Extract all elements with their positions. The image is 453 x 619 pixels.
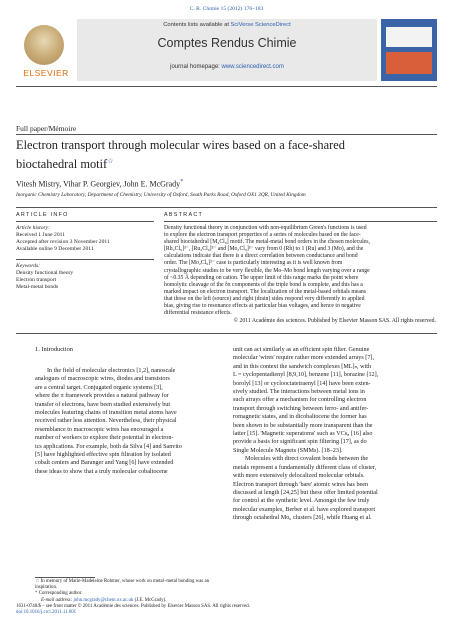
footnote-rule xyxy=(35,577,95,578)
elsevier-logo[interactable] xyxy=(16,19,73,81)
divider xyxy=(16,134,437,135)
doi-link[interactable]: doi:10.1016/j.crci.2011.11.001 xyxy=(16,610,77,616)
page-footer xyxy=(16,604,446,616)
affiliation: Inorganic Chemistry Laboratory, Department of Chemistry, University of Oxford, South Parks Road, Oxford OX1 3QR, United Kingdom xyxy=(16,192,306,198)
divider xyxy=(16,207,437,208)
article-info-header: ARTICLE INFO xyxy=(16,212,69,218)
history-accepted: Accepted after revision 3 November 2011 xyxy=(16,239,110,246)
abstract-text: Density functional theory in conjunction with non-equilibrium Green's functions is used to explore the electron transport properties of a series of molecules based on the face- shared bioctahedral [M₂Cl₉] motif. The metal-metal bond orders in the chosen molecules, [Rh₂Cl₉]³⁻, [Ru₂Cl₉]³⁻ and [Mo₂Cl₉]³⁻ vary from 0 (Rh) to 1 (Ru) and 3 (Mo), and the calculations indicate that there is a direct correlation between conductance and bond order. The [Mo₂Cl₉]³⁻ case is particularly interesting as it is well known from crystallographic studies to be very flexible, the Mo–Mo bond length varying over a range of ~0.35 Å depending on cation. The upper limit of this range marks the point where homolytic cleavage of the δπ components of the triple bond is complete, and this has a marked impact on electron transport. The localization of the metal-based orbitals means that those on the left (source) and right (drain) sides respond very differently to applied bias, giving rise to resonance effects at particular bias voltages, and hence to negative differential resistance effects. © 2011 Académie des sciences. Published by Elsevier Masson SAS. All rights reserved. xyxy=(164,225,436,325)
sciencedirect-link[interactable]: SciVerse ScienceDirect xyxy=(230,22,291,28)
body-right-column: unit can act similarly as an efficient spin filter. Genuine molecular 'wires' require rather more extended arrays [7], and in this context the sandwich complexes [ML]ₙ, with L = cyclopentadienyl [8,9,10], benzene [11], borazine [12], borolyl [13] or cyclooctatetraenyl [14] have been exten- sively studied. The interactions between metal ions in such arrays offer a mechanism for controlling electron transport through switching between ferro- and antifer- romagnetic states, and in dicobaltocene the former has been shown to be substantially more transparent than the latter [15]. 'Magnetic superatoms' such as VCs₈ [16] also provide a basis for significant spin filtering [17], as do Single Molecule Magnets (SMMs). [18–23]. Molecules with direct covalent bonds between the metals represent a fundamentally different class of cluster, with more extensively delocalized molecular orbitals. Electron transport through 'bare' atomic wires has been discussed at length [24,25] but these offer limited potential for control at the synthetic level. Amongst the few truly molecular examples, Berber et al. have explored transport through octahedral Mo₆ clusters [26], while Huang et al. xyxy=(233,347,379,522)
keywords-list xyxy=(16,270,73,292)
footnote-corresponding: * Corresponding author. xyxy=(35,591,83,597)
history-online: Available online 9 December 2011 xyxy=(16,246,94,253)
divider xyxy=(16,333,437,334)
copyright-notice: © 2011 Académie des sciences. Published by Elsevier Masson SAS. All rights reserved. xyxy=(233,318,436,325)
footnote-memorial: ☆ In memory of Marie-Madeleine Rohmer, whose work on metal–metal bonding was an inspiration. xyxy=(35,579,210,591)
section-type: Full paper/Mémoire xyxy=(16,124,77,133)
footnotes xyxy=(35,579,223,604)
section-heading-introduction: 1. Introduction xyxy=(35,346,73,353)
footnote-email: E-mail address: john.mcgrady@chem.ox.ac.uk (J.E. McGrady). xyxy=(41,597,167,603)
keyword: Metal-metal bonds xyxy=(16,284,59,291)
journal-cover-thumbnail xyxy=(381,19,437,81)
issn-line: 1631-0748/$ – see front matter © 2011 Académie des sciences. Published by Elsevier Masson SAS. All rights reserved. xyxy=(16,604,250,609)
keyword: Electron transport xyxy=(16,277,57,284)
elsevier-tree-icon xyxy=(24,25,64,65)
divider xyxy=(164,221,437,222)
author-email-link[interactable]: john.mcgrady@chem.ox.ac.uk xyxy=(73,597,134,603)
journal-title: Comptes Rendus Chimie xyxy=(157,36,297,50)
history-label: Article history: xyxy=(16,225,51,231)
history-received: Received 1 June 2011 xyxy=(16,232,66,238)
divider xyxy=(16,259,154,260)
corresponding-author-mark[interactable]: * xyxy=(180,178,184,185)
article-history xyxy=(16,232,110,254)
keyword: Density functional theory xyxy=(16,270,74,276)
divider xyxy=(16,221,154,222)
masthead-band xyxy=(77,19,377,81)
keywords-label: Keywords: xyxy=(16,263,41,269)
journal-homepage[interactable]: journal homepage: www.sciencedirect.com xyxy=(170,64,284,70)
abstract-header: ABSTRACT xyxy=(164,212,204,218)
masthead-rule xyxy=(16,86,437,87)
body-left-column: In the field of molecular electronics [1,2], nanoscale analogues of macroscopic wires, diodes and transistors are a central target. Conjugated organic systems [3], where the π framework provides a natural pathway for transfer of electrons, have been studied extensively but molecules featuring chains of transition metal atoms have received rather less attention. Nevertheless, their physical resemblance to macroscopic wires has encouraged a number of workers to explore their potential in electron- ics applications. For example, both da Silva [4] and Sanvito [5] have highlighted effective spin filtration by isolated cobalt centers and Baranger and Yang [6] have extended these ideas to show that a truly molecular cobaltocene xyxy=(35,368,182,475)
publisher-name: ELSEVIER xyxy=(23,68,69,78)
author-list: Vitesh Mistry, Vihar P. Georgiev, John E. McGrady* xyxy=(16,178,184,189)
article-title: Electron transport through molecular wires based on a face-shared bioctahedral motif☆ xyxy=(16,138,345,172)
title-footnote-mark[interactable]: ☆ xyxy=(107,157,114,165)
journal-reference[interactable]: C. R. Chimie 15 (2012) 176–183 xyxy=(189,6,264,12)
journal-masthead xyxy=(16,19,437,81)
contents-list-line: Contents lists available at SciVerse ScienceDirect xyxy=(163,22,291,28)
